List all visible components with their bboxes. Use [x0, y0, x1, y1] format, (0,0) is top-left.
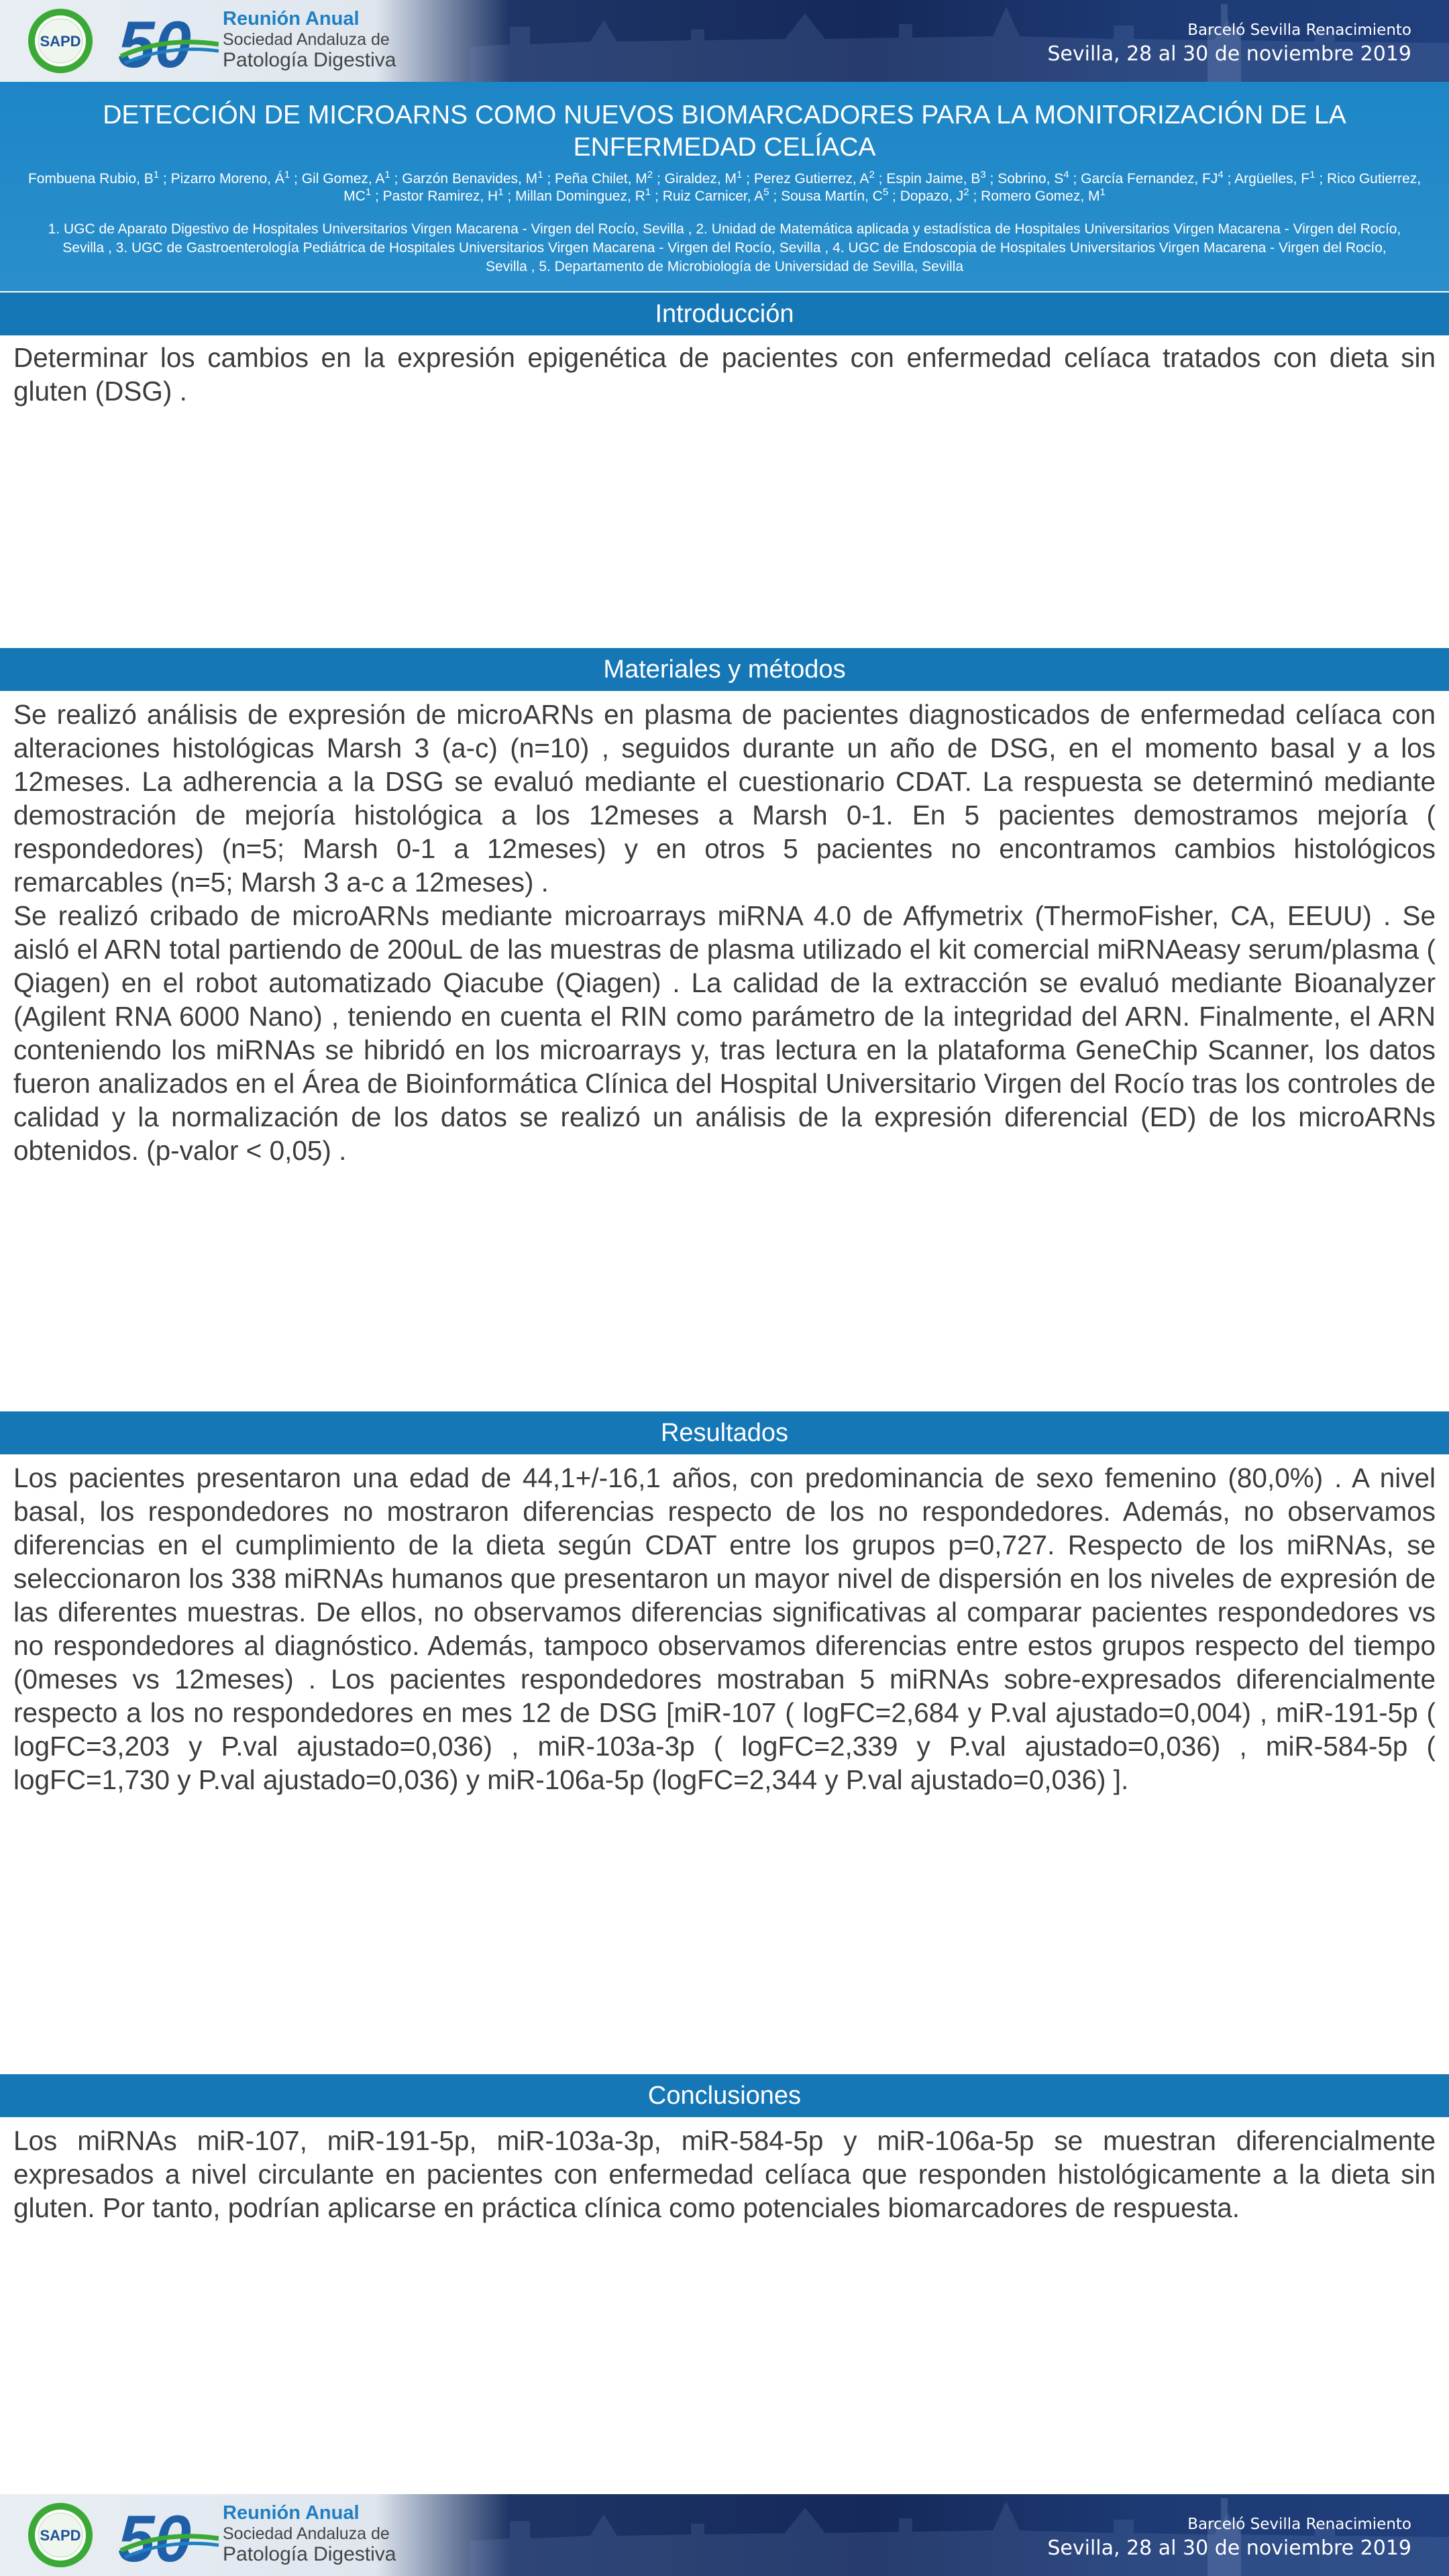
event-date: Sevilla, 28 al 30 de noviembre 2019 — [1047, 42, 1411, 66]
venue-name: Barceló Sevilla Renacimiento — [1187, 2516, 1411, 2533]
svg-text:SAPD: SAPD — [40, 33, 81, 50]
author-name: Argüelles, F — [1234, 171, 1310, 186]
author-affiliation-marker: 4 — [1063, 169, 1069, 180]
author-name: Perez Gutierrez, A — [753, 171, 869, 186]
fifty-anniversary-logo — [118, 2504, 219, 2568]
header-banner — [0, 0, 1449, 82]
section-body-results — [13, 1461, 1436, 1796]
poster-title-block — [0, 82, 1449, 291]
event-date: Sevilla, 28 al 30 de noviembre 2019 — [1047, 2536, 1411, 2560]
author-affiliation-marker: 2 — [869, 169, 875, 180]
author-affiliation-marker: 4 — [1218, 169, 1224, 180]
author-name: Fombuena Rubio, B — [28, 171, 154, 186]
conclusions-paragraph: Los miRNAs miR-107, miR-191-5p, miR-103a-3p, miR-584-5p y miR-106a-5p se muestran diferencialmente expresados a nivel circulante en pacientes con enfermedad celíaca que responden histológicamente a la dieta sin gluten. Por tanto, podrían aplicarse en práctica clínica como potenciales biomarcadores de respuesta. — [13, 2125, 1436, 2223]
author-list: Fombuena Rubio, $B^1$ ; Pizarro Moreno, $Á^1$ ; Gil Gomez, $A^1$ ; Garzón Benavides, $M^1$ ; Peña Chilet, $M^2$ ; Giraldez, $M^1$ ; Perez Gutierrez, $A^2$ ; Espin Jaime, $B^3$ ; Sobrino, $S^4$ ; García Fernandez, $FJ^4$ ; Argüelles, $F^1$ ; Rico Gutierrez, $MC^1$ ; Pastor Ramirez, $H^1$ ; Millan Dominguez, $R^1$ ; Ruiz Carnicer, $A^5$ ; Sousa Martín, $C^5$ ; Dopazo, $J^2$ ; Romero Gomez, $M^1$ — [28, 169, 1421, 204]
footer-banner — [0, 2494, 1449, 2576]
sapd-logo — [27, 7, 94, 74]
svg-text:SAPD: SAPD — [40, 2527, 81, 2544]
author-affiliation-marker: 1 — [1099, 186, 1106, 198]
author-affiliation-marker: 1 — [365, 186, 372, 198]
author-affiliation-marker: 3 — [980, 169, 986, 180]
author-name: Ruiz Carnicer, A — [662, 189, 764, 204]
venue-name: Barceló Sevilla Renacimiento — [1187, 21, 1411, 39]
section-heading-results: Resultados — [0, 1411, 1449, 1454]
author-name: Pizarro Moreno, Á — [170, 171, 284, 186]
author-name: Sousa Martín, C — [781, 189, 883, 204]
author-name: Pastor Ramirez, H — [382, 189, 498, 204]
intro-paragraph: Determinar los cambios en la expresión epigenética de pacientes con enfermedad celíaca tratados con dieta sin gluten (DSG) . — [13, 342, 1436, 407]
fifty-anniversary-logo — [118, 9, 219, 74]
poster-title: DETECCIÓN DE MICROARNS COMO NUEVOS BIOMARCADORES PARA LA MONITORIZACIÓN DE LA ENFERMEDAD CELÍACA — [103, 101, 1346, 162]
author-name: Millan Dominguez, R — [515, 189, 645, 204]
author-name: Romero Gomez, M — [981, 189, 1100, 204]
society-name: Reunión Anual Sociedad Andaluza de Patología Digestiva — [223, 2502, 396, 2565]
event-venue-date — [1047, 2517, 1411, 2559]
event-venue-date — [1047, 23, 1411, 64]
author-affiliation-marker: 5 — [882, 186, 889, 198]
author-affiliation-marker: 1 — [153, 169, 160, 180]
author-name: Giraldez, M — [664, 171, 737, 186]
affiliations: 1. UGC de Aparato Digestivo de Hospitales Universitarios Virgen Macarena - Virgen del Rocío, Sevilla , 2. Unidad de Matemática aplicada y estadística de Hospitales Universitarios Virgen Macarena - Virgen del Rocío, Sevilla , 3. UGC de Gastroenterología Pediátrica de Hospitales Universitarios Virgen Macarena - Virgen del Rocío, Sevilla , 4. UGC de Endoscopia de Hospitales Universitarios Virgen Macarena - Virgen del Rocío, Sevilla , 5. Departamento de Microbiología de Universidad de Sevilla, Sevilla — [48, 221, 1401, 274]
author-name: Sobrino, S — [998, 171, 1064, 186]
author-name: Rico Gutierrez, MC — [343, 171, 1421, 204]
author-name: Peña Chilet, M — [555, 171, 647, 186]
section-heading-methods: Materiales y métodos — [0, 648, 1449, 691]
author-name: Garzón Benavides, M — [402, 171, 538, 186]
author-affiliation-marker: 1 — [737, 169, 743, 180]
author-name: Gil Gomez, A — [301, 171, 385, 186]
author-name: Espin Jaime, B — [886, 171, 981, 186]
results-paragraph: Los pacientes presentaron una edad de 44,1+/-16,1 años, con predominancia de sexo femenino (80,0%) . A nivel basal, los respondedores no mostraron diferencias respecto de los no respondedores. Además, no observamos diferencias en el cumplimiento de la dieta según CDAT entre los grupos p=0,727. Respecto de los miRNAs, se seleccionaron los 338 miRNAs humanos que presentaron un mayor nivel de dispersión en los niveles de expresión de las diferentes muestras. De ellos, no observamos diferencias significativas al comparar pacientes respondedores vs no respondedores al diagnóstico. Además, tampoco observamos diferencias entre estos grupos respecto del tiempo (0meses vs 12meses) . Los pacientes respondedores mostraban 5 miRNAs sobre-expresados diferencialmente respecto a los no respondedores en mes 12 de DSG [miR-107 ( logFC=2,684 y P.val ajustado=0,004) , miR-191-5p ( logFC=3,203 y P.val ajustado=0,036) , miR-103a-3p ( logFC=2,339 y P.val ajustado=0,036) , miR-584-5p ( logFC=1,730 y P.val ajustado=0,036) y miR-106a-5p (logFC=2,344 y P.val ajustado=0,036) ]. — [13, 1462, 1436, 1795]
society-name: Reunión Anual Sociedad Andaluza de Patología Digestiva — [223, 8, 396, 71]
section-heading-intro: Introducción — [0, 292, 1449, 335]
methods-paragraph-1: Se realizó análisis de expresión de microARNs en plasma de pacientes diagnosticados de enfermedad celíaca con alteraciones histológicas Marsh 3 (a-c) (n=10) , seguidos durante un año de DSG, en el momento basal y a los 12meses. La adherencia a la DSG se evaluó mediante el cuestionario CDAT. La respuesta se determinó mediante demostración de mejoría histológica a los 12meses a Marsh 0-1. En 5 pacientes demostramos mejoría ( respondedores) (n=5; Marsh 0-1 a 12meses) y en otros 5 pacientes no encontramos cambios histológicos remarcables (n=5; Marsh 3 a-c a 12meses) . — [13, 699, 1436, 898]
section-heading-conclusions: Conclusiones — [0, 2074, 1449, 2117]
author-name: Dopazo, J — [900, 189, 964, 204]
author-name: García Fernandez, FJ — [1081, 171, 1218, 186]
methods-paragraph-2: Se realizó cribado de microARNs mediante microarrays miRNA 4.0 de Affymetrix (ThermoFisher, CA, EEUU) . Se aisló el ARN total partiendo de 200uL de las muestras de plasma utilizado el kit comercial miRNAeasy serum/plasma ( Qiagen) en el robot automatizado Qiacube (Qiagen) . La calidad de la extracción se evaluó mediante Bioanalyzer (Agilent RNA 6000 Nano) , teniendo en cuenta el RIN como parámetro de la integridad del ARN. Finalmente, el ARN conteniendo los miRNAs se hibridó en los microarrays y, tras lectura en la plataforma GeneChip Scanner, los datos fueron analizados en el Área de Bioinformática Clínica del Hospital Universitario Virgen del Rocío tras los controles de calidad y la normalización de los datos se realizó un análisis de la expresión diferencial (ED) de los microARNs obtenidos. (p-valor < 0,05) . — [13, 900, 1436, 1166]
section-body-methods — [13, 698, 1436, 1167]
section-body-intro — [13, 341, 1436, 408]
author-affiliation-marker: 1 — [498, 186, 504, 198]
svg-text:50: 50 — [118, 9, 192, 74]
author-affiliation-marker: 2 — [647, 169, 653, 180]
sapd-logo — [27, 2502, 94, 2569]
author-affiliation-marker: 5 — [763, 186, 769, 198]
svg-text:50: 50 — [118, 2504, 192, 2568]
author-affiliation-marker: 1 — [384, 169, 390, 180]
section-body-conclusions — [13, 2124, 1436, 2224]
author-affiliation-marker: 1 — [645, 186, 651, 198]
author-affiliation-marker: 2 — [963, 186, 969, 198]
author-affiliation-marker: 1 — [1309, 169, 1316, 180]
author-affiliation-marker: 1 — [537, 169, 543, 180]
author-affiliation-marker: 1 — [284, 169, 290, 180]
